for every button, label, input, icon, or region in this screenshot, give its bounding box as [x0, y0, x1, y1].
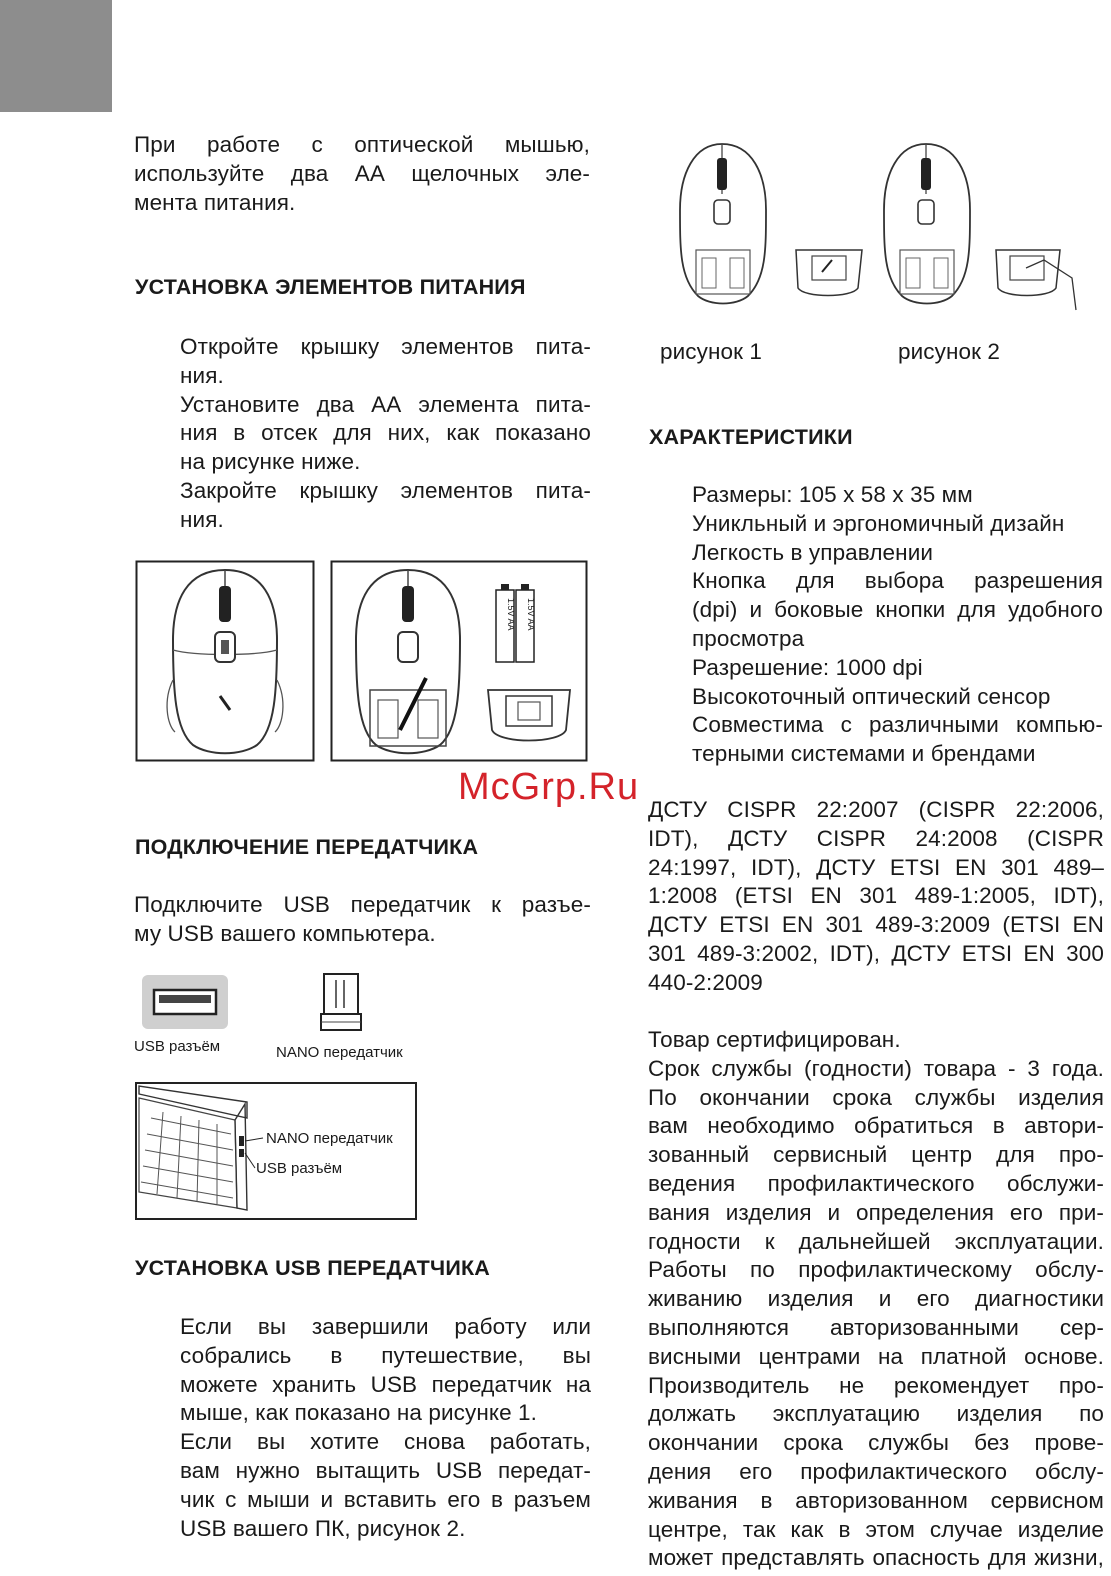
- laptop-usb-label: USB разъём: [256, 1160, 343, 1177]
- battery-install-illustration: [330, 560, 588, 762]
- service-line: может представлять опасность для жизни,: [648, 1545, 1104, 1571]
- spec-line: просмотра: [692, 625, 805, 651]
- standards-line: 440-2:2009: [648, 969, 763, 995]
- connect-heading: ПОДКЛЮЧЕНИЕ ПЕРЕДАТЧИКА: [135, 835, 479, 859]
- battery-step-line: ния.: [180, 506, 224, 532]
- battery-step-line: ния.: [180, 362, 224, 388]
- spec-line: Высокоточный оптический сенсор: [692, 683, 1051, 709]
- battery-step-line: на рисунке ниже.: [180, 449, 361, 475]
- nano-receiver-label: NANO передатчик: [276, 1044, 403, 1061]
- service-line: ведения профилактического обслужи-: [648, 1170, 1104, 1196]
- install-step-line: Если вы хотите снова работать,: [180, 1429, 591, 1455]
- service-line: живания в авторизованном сервисном: [648, 1487, 1104, 1513]
- spec-line: Легкость в управлении: [692, 539, 934, 565]
- standards-line: 1:2008 (ETSI EN 301 489-1:2005, IDT),: [648, 883, 1104, 909]
- standards-line: ДСТУ ETSI EN 301 489-3:2009 (ETSI EN: [648, 912, 1104, 938]
- install-step-line: USB вашего ПК, рисунок 2.: [180, 1515, 466, 1541]
- figure-1-illustration: [672, 138, 874, 320]
- laptop-nano-label: NANO передатчик: [266, 1130, 393, 1147]
- figure-2-illustration: [876, 138, 1086, 320]
- usb-port-icon: [142, 975, 228, 1029]
- install-step-line: вам нужно вытащить USB передат-: [180, 1457, 591, 1483]
- intro-line: используйте два АА щелочных эле-: [134, 160, 590, 186]
- connect-paragraph: [134, 891, 591, 949]
- battery-heading: УСТАНОВКА ЭЛЕМЕНТОВ ПИТАНИЯ: [135, 275, 526, 299]
- spec-line: Размеры: 105 х 58 х 35 мм: [692, 482, 973, 507]
- battery-step-line: ния в отсек для них, как показано: [180, 420, 591, 446]
- standards-paragraph: [648, 796, 1104, 998]
- spec-line: Совместима с различными компью-: [692, 712, 1103, 738]
- service-line: вам необходимо обратиться в автори-: [648, 1113, 1104, 1139]
- service-line: годности к дальнейшей эксплуатации.: [648, 1228, 1104, 1254]
- usb-port-label: USB разъём: [134, 1038, 221, 1055]
- install-step-line: собрались в путешествие, вы: [180, 1342, 591, 1368]
- service-line: живанию изделия и его диагностики: [648, 1286, 1104, 1312]
- install-step-line: Если вы завершили работу или: [180, 1314, 591, 1339]
- service-line: вания изделия и определения его при-: [648, 1199, 1104, 1225]
- battery-label-1: 1.5V AA: [506, 598, 516, 631]
- mouse-top-illustration: [135, 560, 315, 762]
- laptop-illustration: [135, 1082, 417, 1220]
- service-paragraph: [648, 1026, 1104, 1573]
- intro-line: При работе с оптической мышью,: [134, 132, 590, 157]
- service-line: должать эксплуатацию изделия по: [648, 1401, 1104, 1427]
- battery-step-line: Установите два АА элемента пита-: [180, 391, 591, 417]
- specs-heading: ХАРАКТЕРИСТИКИ: [649, 425, 853, 449]
- intro-line: мента питания.: [134, 189, 296, 215]
- service-line: Производитель не рекомендует про-: [648, 1372, 1104, 1398]
- install-step-line: мыше, как показано на рисунке 1.: [180, 1400, 537, 1426]
- battery-step-line: Закройте крышку элементов пита-: [180, 477, 591, 503]
- standards-line: 301 489-3:2002, IDT), ДСТУ ETSI EN 300: [648, 940, 1104, 966]
- page-corner-tab: [0, 0, 112, 112]
- connect-line: Подключите USB передатчик к разъе-: [134, 892, 591, 917]
- install-heading: УСТАНОВКА USB ПЕРЕДАТЧИКА: [135, 1256, 491, 1280]
- specs-list: [692, 481, 1103, 769]
- service-line: Товар сертифицирован.: [648, 1027, 901, 1052]
- install-step-line: можете хранить USB передатчик на: [180, 1371, 591, 1397]
- service-line: центре, так как в этом случае изделие: [648, 1516, 1104, 1542]
- intro-paragraph: [134, 131, 590, 217]
- service-line: окончании срока службы без прове-: [648, 1430, 1104, 1456]
- spec-line: Разрешение: 1000 dpi: [692, 654, 923, 680]
- battery-label-2: 1.5V AA: [526, 598, 536, 631]
- spec-line: Кнопка для выбора разрешения: [692, 568, 1103, 594]
- service-line: Работы по профилактическому обслу-: [648, 1257, 1104, 1283]
- service-line: висными центрами на платной основе.: [648, 1343, 1104, 1369]
- service-line: дения его профилактического обслу-: [648, 1458, 1104, 1484]
- standards-line: IDT), ДСТУ CISPR 24:2008 (CISPR: [648, 825, 1104, 851]
- service-line: Срок службы (годности) товара - 3 года.: [648, 1055, 1104, 1081]
- service-line: выполняются авторизованными сер-: [648, 1314, 1104, 1340]
- standards-line: ДСТУ CISPR 22:2007 (CISPR 22:2006,: [648, 797, 1104, 822]
- spec-line: Уникльный и эргономичный дизайн: [692, 510, 1065, 536]
- spec-line: терными системами и брендами: [692, 741, 1036, 767]
- battery-step-line: Откройте крышку элементов пита-: [180, 334, 591, 359]
- install-steps: [180, 1313, 591, 1543]
- install-step-line: чик с мыши и вставить его в разъем: [180, 1486, 591, 1512]
- standards-line: 24:1997, IDT), ДСТУ ETSI EN 301 489–: [648, 854, 1104, 880]
- figure-1-caption: рисунок 1: [660, 339, 763, 364]
- battery-steps: [180, 333, 591, 535]
- service-line: По окончании срока службы изделия: [648, 1084, 1104, 1110]
- connect-line: му USB вашего компьютера.: [134, 920, 436, 946]
- figure-2-caption: рисунок 2: [898, 339, 1001, 364]
- spec-line: (dpi) и боковые кнопки для удобного: [692, 597, 1103, 623]
- watermark: McGrp.Ru: [458, 766, 640, 808]
- nano-receiver-icon: [320, 972, 362, 1034]
- service-line: зованный сервисный центр для про-: [648, 1142, 1104, 1168]
